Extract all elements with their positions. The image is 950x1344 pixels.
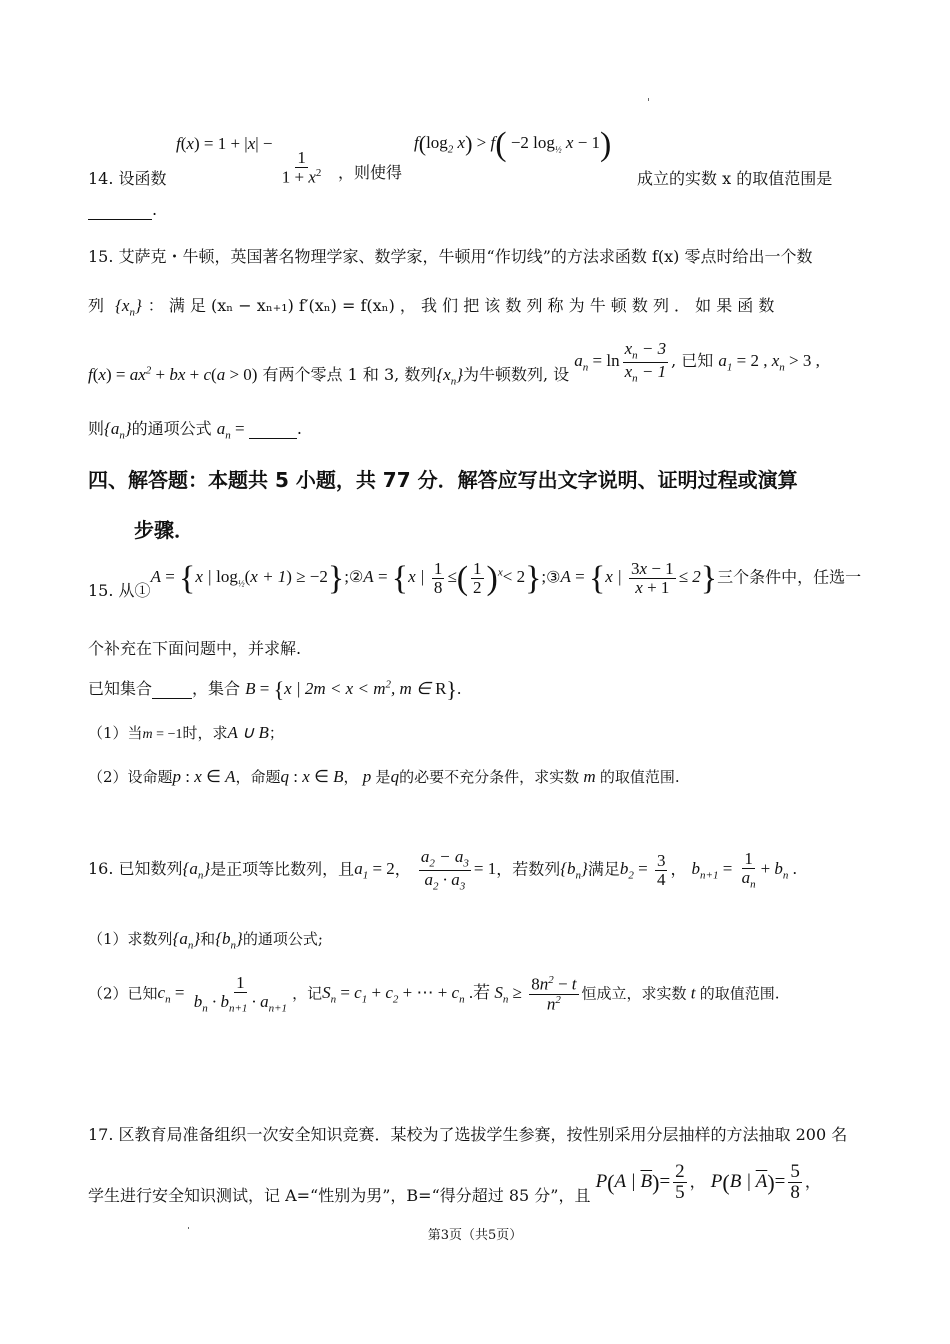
q15a-line2: 列 $\{x_n\}$ ： 满 足 (xₙ − xₙ₊₁) f′(xₙ) = f(xₙ) ， 我 们 把 该 数 列 称 为 牛 顿 数 列 ． 如 果 函 数 — [88, 296, 775, 319]
q17-prob-2: P(B | $\overline{A})=$ $\frac{5}{8}$ — [710, 1161, 800, 1203]
q15b-blank — [152, 679, 192, 699]
q15b-condition-2: A = {x | $\frac{1}{8}$ ≤( $\frac{1}{2}$ )$^x$< 2}; — [363, 559, 547, 598]
q16-seq-a: $\{a_n\}$ — [182, 859, 211, 882]
q15a-line4-b: 的通项公式 — [131, 419, 212, 438]
q15b-line2: 个补充在下面问题中，并求解. — [88, 639, 302, 658]
q15a-an-seq: $\{a_n\}$ — [104, 419, 132, 442]
q15b-part1 — [88, 722, 284, 743]
q15b-line1-start: 15. 从 — [88, 581, 135, 601]
q14-mid: ，则使得 — [338, 163, 403, 182]
q15b-cond2: ② — [348, 567, 364, 587]
q16-seq-b: $\{b_n\}$ — [560, 859, 588, 882]
q16-b2: $b_2$ = $\frac{3}{4}$ — [619, 851, 666, 889]
q15b-condition-3: A = {x | $\frac{3x - 1}{x + 1}$ ≤ 2} — [560, 559, 718, 598]
q16-ratio: $\frac{a_2 - a_3}{a_2 \cdot a_3}$ = 1 — [420, 847, 497, 893]
q16-part1-b: 和 — [200, 930, 216, 948]
q16-p1-seq-a: $\{a_n\}$ — [172, 929, 201, 952]
q15b-part2-d: 的必要不充分条件，求实数 — [399, 768, 580, 786]
q17-line1: 17. 区教育局准备组织一次安全知识竞赛．某校为了选拔学生参赛，按性别采用分层抽样的方法抽取 200 名 — [88, 1125, 848, 1144]
q15a-line2-cond: 满 足 (xₙ − xₙ₊₁) f′(xₙ) = f(xₙ) ， 我 们 把 该 数 列 称 为 牛 顿 数 列 ． 如 果 函 数 — [168, 296, 775, 315]
q15a-line3-a: 有两个零点 1 和 3, 数列 — [262, 365, 437, 385]
q16-sn: $S_n = c_1 + c_2$ + ⋯ + $c_n$ .若 $S_n$ ≥ $\frac{8n^2 - t}{n^2}$ — [322, 974, 577, 1014]
q15a-given: $a_1 = 2$ , $x_n > 3$ , — [718, 351, 820, 374]
q15b-part2-e: 的取值范围. — [599, 768, 680, 786]
q17-line2-a: 学生进行安全知识测试，记 A=“性别为男”，B=“得分超过 85 分”，且 — [88, 1185, 591, 1205]
q15b-p: p — [358, 767, 376, 786]
q15a-line3-b: 为牛顿数列, 设 — [463, 365, 570, 385]
q15a-an-def: $a_n = \ln$ $\frac{x_n - 3}{x_n - 1}$ — [574, 339, 667, 385]
q15b-part2-b: ，命题 — [235, 768, 281, 786]
q15a-line4-c: . — [296, 419, 302, 438]
q16-part1 — [88, 928, 323, 951]
q16-part1-a: （1）求数列 — [88, 930, 173, 948]
q14-answer-blank — [88, 200, 152, 220]
q15a-line3-c: , 已知 — [671, 351, 714, 371]
q15b-cond1: ① — [134, 581, 151, 601]
q15b-part1-b: 时，求 — [182, 724, 228, 742]
section-heading: 四、解答题：本题共 5 小题，共 77 分．解答应写出文字说明、证明过程或演算 — [88, 468, 798, 492]
q15b-line3 — [88, 676, 461, 703]
section-heading-cont: 步骤． — [134, 518, 194, 542]
q14-inequality: $f(\log_2$ x) > f( −2 $\log_{\frac{1}{2}} x - 1$) — [414, 126, 612, 163]
q16-line1-b: 是正项等比数列，且 — [210, 859, 355, 879]
q15b-condition-1: A = {x | $\log_{\frac{1}{2}}(x + 1) \ge -2$}; — [150, 560, 349, 598]
q16-t: t — [686, 983, 700, 1003]
q17-line2-b: ， — [804, 1171, 821, 1191]
page-footer: 第3页（共5页） — [427, 1228, 523, 1243]
q14-function-formula: f(x) = 1 + |x| − $\frac{1}{1 + x^2}$ — [176, 134, 322, 187]
q14-label: 14. 设函数 — [88, 169, 167, 188]
q14-tail: 成立的实数 x 的取值范围是 — [637, 169, 833, 188]
q15a-answer-blank — [249, 419, 297, 439]
q16-part2-c: 恒成立，求实数 — [581, 984, 687, 1003]
q15b-m-value: m = −1 — [142, 727, 183, 742]
q15b-line1 — [88, 560, 861, 616]
q15a-line4-a: 则 — [88, 419, 105, 438]
q16-part2-b: ，记 — [292, 984, 323, 1003]
q16-cn: $c_n$ = $\frac{1}{b_n \cdot b_{n+1} \cdot a_{n+1}}$ — [157, 973, 288, 1015]
q15a-sequence-symbol: $\{x_n\}$ — [115, 296, 142, 319]
q15a-an-eq: $a_n$ = — [216, 419, 249, 442]
q16-part1-c: 的通项公式; — [242, 930, 323, 948]
q15a-quadratic: $f(x) = ax^2$ + bx + c(a > 0) — [88, 364, 258, 385]
q15b-line1-end: 三个条件中，任选一 — [717, 567, 862, 587]
q15b-cond3: ③ — [546, 567, 561, 587]
q17-line2: 学生进行安全知识测试，记 A=“性别为男”，B=“得分超过 85 分”，且 P(A | $\overline{B})=$ $\frac{2}{5}$ ， P(B | $\overline{A})=$ $\frac{5}{8}$ ， — [88, 1161, 821, 1205]
q15b-m: m — [579, 767, 600, 786]
q14-end: . — [152, 200, 158, 219]
q15b-part2: （2）设命题p : x ∈ A，命题q : x ∈ B， p 是q的必要不充分条件，求实数 m 的取值范围. — [88, 767, 680, 786]
q16-a1: $a_1 = 2$ — [354, 859, 395, 882]
q16-part2 — [88, 974, 780, 1026]
q15b-part1-c: ； — [268, 724, 284, 742]
q15a-line1: 15. 艾萨克・牛顿，英国著名物理学家、数学家，牛顿用“作切线”的方法求函数 f(x) 零点时给出一个数 — [88, 247, 813, 266]
q15a-line3 — [88, 340, 820, 390]
q15b-prop-q: q : x ∈ B — [280, 767, 344, 786]
q17-prob-1: P(A | $\overline{B})=$ $\frac{2}{5}$ — [595, 1161, 685, 1203]
q14-answer-line — [88, 200, 157, 220]
q15a-line2-start: 列 — [88, 296, 105, 315]
scan-mark — [648, 98, 649, 101]
q15b-q: q — [390, 767, 400, 786]
q16-part2-d: 的取值范围. — [699, 984, 780, 1003]
q15b-union: A ∪ B — [227, 723, 269, 742]
q15b-part2-c: 是 — [375, 768, 391, 786]
q15b-prop-p: p : x ∈ A — [172, 767, 236, 786]
q15b-part1-a: （1）当 — [88, 724, 143, 742]
q15b-line3-b: ，集合 — [192, 679, 241, 698]
q15a-line4 — [88, 416, 302, 441]
q16-line1-d: 满足 — [587, 859, 620, 879]
q15b-line3-a: 已知集合 — [88, 679, 153, 698]
q15a-seq: $\{x_n\}$ — [436, 365, 463, 388]
q16-part2-a: （2）已知 — [88, 984, 158, 1003]
q16-p1-seq-b: $\{b_n\}$ — [215, 929, 243, 952]
q16-line1-a: 16. 已知数列 — [88, 859, 183, 879]
q16-line1: 16. 已知数列$\{a_n\}$是正项等比数列，且$a_1 = 2$， $\frac{a_2 - a_3}{a_2 \cdot a_3}$ = 1，若数列$\{b_n\}$满足$b_2$ = $\frac{3}{4}$ ， $b_{n+1}$ = $\frac{1}{a_n}$ + $b_n$ . — [88, 847, 797, 893]
q15b-set-b: B = {x | $2m < x < m^2$, m ∈ R}. — [245, 677, 462, 702]
q15b-part2-a: （2）设命题 — [88, 768, 173, 786]
q16-recurrence: $b_{n+1}$ = $\frac{1}{a_n}$ + $b_n$ . — [691, 849, 797, 891]
q16-line1-c: ，若数列 — [496, 859, 561, 879]
